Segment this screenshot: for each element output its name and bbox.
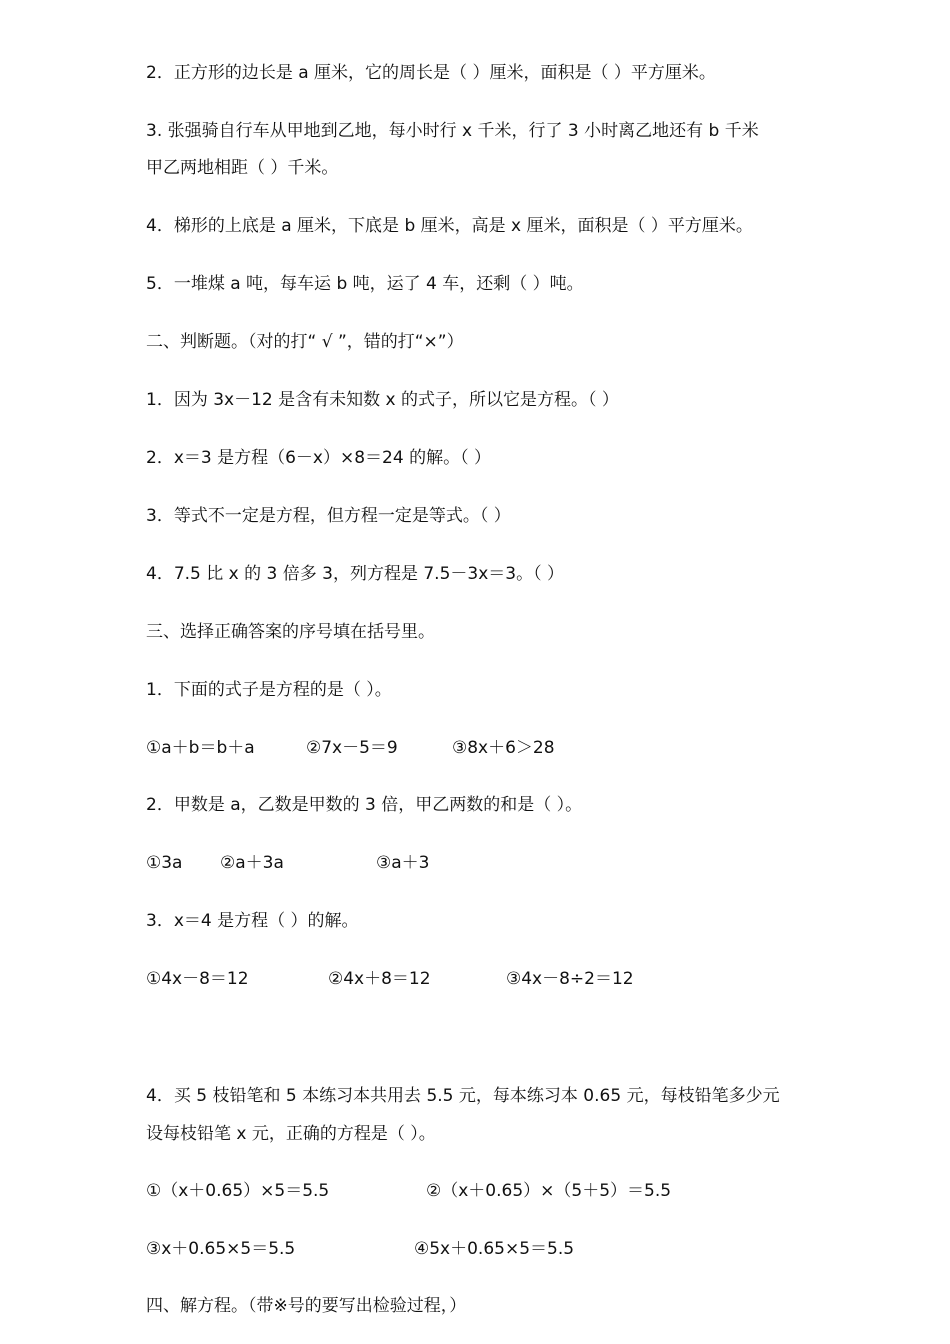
option-item: ③x＋0.65×5＝5.5 <box>146 1239 296 1259</box>
question-3-2: 2．甲数是 a，乙数是甲数的 3 倍，甲乙两数的和是（ ）。 <box>146 795 583 815</box>
section-heading-3: 三、选择正确答案的序号填在括号里。 <box>146 622 435 642</box>
option-item: ②4x＋8＝12 <box>328 969 431 989</box>
option-item: ①a＋b＝b＋a <box>146 738 255 758</box>
question-3-1: 1．下面的式子是方程的是（ ）。 <box>146 680 392 700</box>
question-1-3-line2: 甲乙两地相距（ ）千米。 <box>146 158 339 178</box>
section-heading-4: 四、解方程。（带※号的要写出检验过程，） <box>146 1296 467 1316</box>
question-2-3: 3．等式不一定是方程，但方程一定是等式。（ ） <box>146 506 511 526</box>
option-item: ③4x－8÷2＝12 <box>506 969 634 989</box>
question-1-4: 4．梯形的上底是 a 厘米，下底是 b 厘米，高是 x 厘米，面积是（ ）平方厘米。 <box>146 216 753 236</box>
option-item: ①3a <box>146 853 183 873</box>
section-heading-2: 二、判断题。（对的打“ √ ”，错的打“×”） <box>146 332 464 352</box>
option-item: ③8x＋6＞28 <box>452 738 555 758</box>
question-3-4-line1: 4．买 5 枝铅笔和 5 本练习本共用去 5.5 元，每本练习本 0.65 元，每枝铅笔多少元 <box>146 1086 780 1106</box>
question-1-5: 5．一堆煤 a 吨，每车运 b 吨，运了 4 车，还剩（ ）吨。 <box>146 274 584 294</box>
question-3-3: 3．x＝4 是方程（ ）的解。 <box>146 911 359 931</box>
option-item: ②7x－5＝9 <box>306 738 398 758</box>
option-item: ③a＋3 <box>376 853 430 873</box>
question-1-2: 2．正方形的边长是 a 厘米，它的周长是（ ）厘米，面积是（ ）平方厘米。 <box>146 63 716 83</box>
question-2-4: 4．7.5 比 x 的 3 倍多 3，列方程是 7.5－3x＝3。（ ） <box>146 564 565 584</box>
question-1-3-line1: 3. 张强骑自行车从甲地到乙地，每小时行 x 千米，行了 3 小时离乙地还有 b 千米 <box>146 121 759 141</box>
question-2-1: 1．因为 3x－12 是含有未知数 x 的式子，所以它是方程。（ ） <box>146 390 619 410</box>
option-item: ①（x＋0.65）×5＝5.5 <box>146 1181 330 1201</box>
question-3-4-line2: 设每枝铅笔 x 元，正确的方程是（ ）。 <box>146 1124 436 1144</box>
option-item: ①4x－8＝12 <box>146 969 249 989</box>
question-2-2: 2．x＝3 是方程（6－x）×8＝24 的解。（ ） <box>146 448 491 468</box>
option-item: ②（x＋0.65）×（5＋5）＝5.5 <box>426 1181 672 1201</box>
option-item: ④5x＋0.65×5＝5.5 <box>414 1239 575 1259</box>
option-item: ②a＋3a <box>220 853 284 873</box>
